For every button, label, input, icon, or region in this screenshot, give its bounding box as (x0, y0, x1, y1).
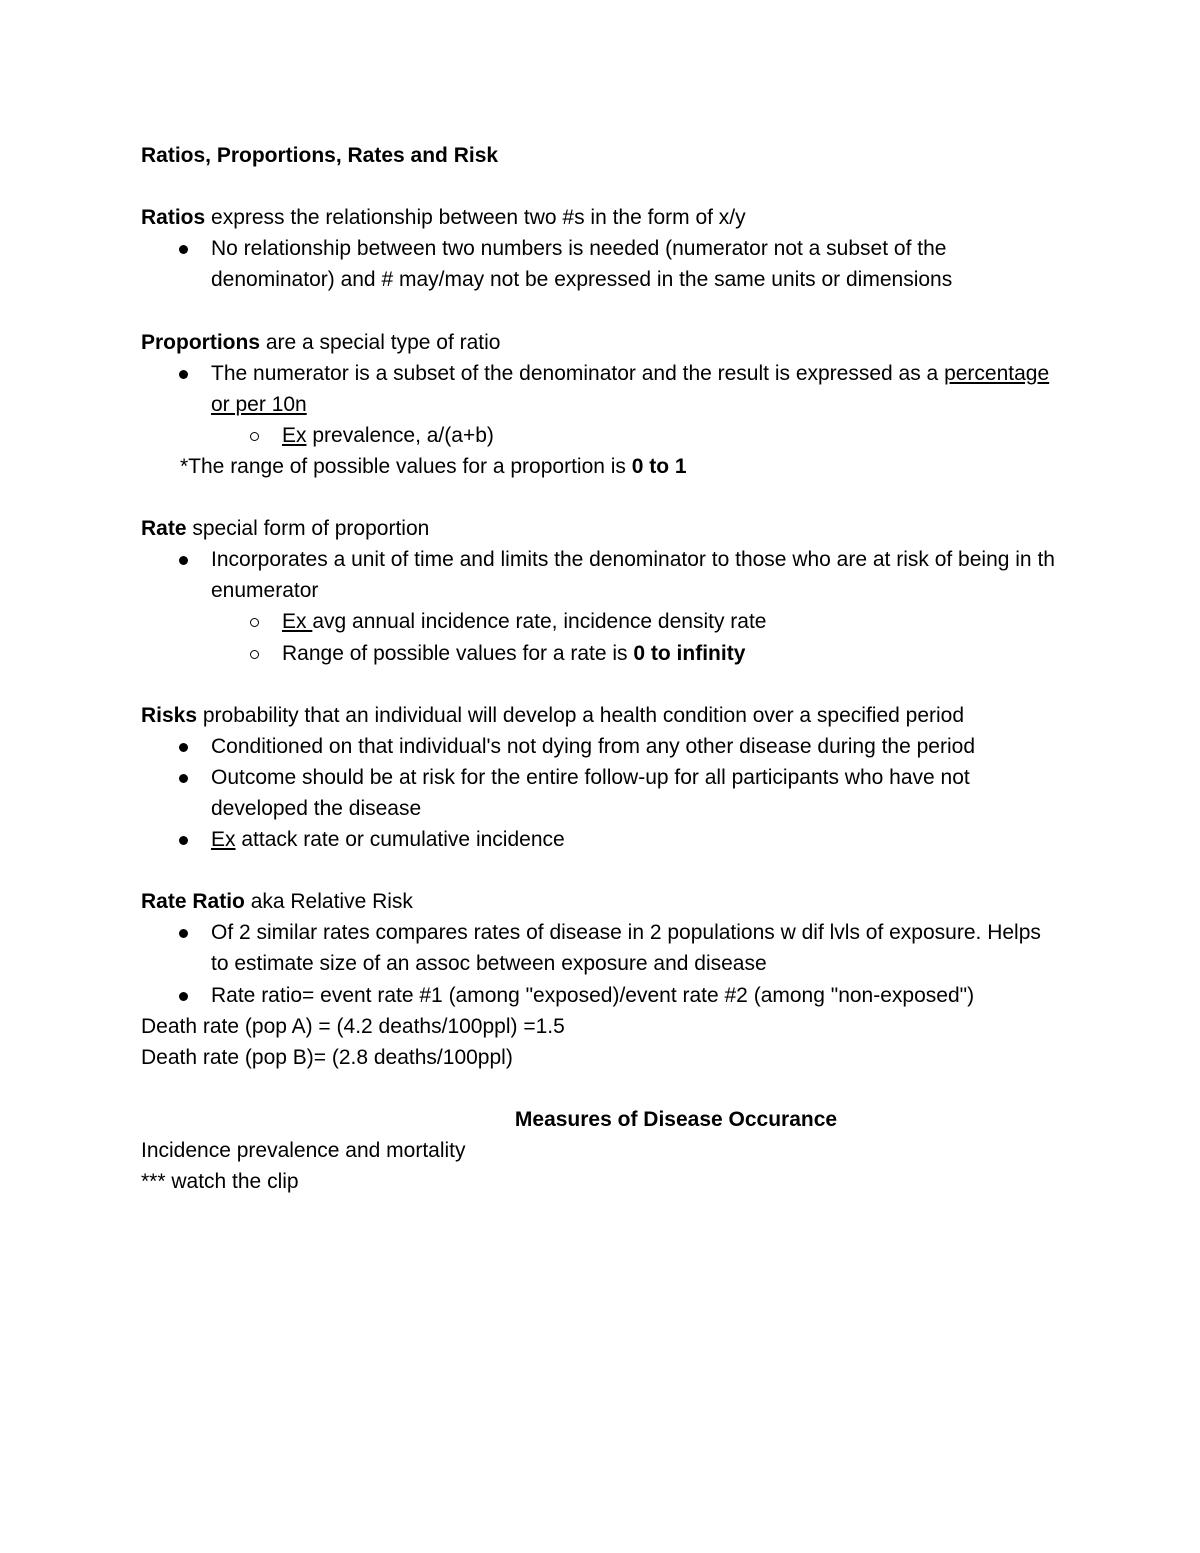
death-rate-pop-a: Death rate (pop A) = (4.2 deaths/100ppl) =1.5 (141, 1014, 565, 1038)
rate-ratio-definition: Rate Ratio aka Relative Risk (141, 890, 413, 914)
sub-list-item: Range of possible values for a rate is 0 to infinity (141, 638, 1061, 669)
sub-list-item: Ex prevalence, a/(a+b) (141, 420, 1061, 451)
proportions-list (141, 358, 1061, 451)
list-item: Conditioned on that individual's not dying from any other disease during the period (141, 731, 1061, 762)
document-body (141, 140, 1061, 1197)
page-title: Ratios, Proportions, Rates and Risk (141, 144, 499, 167)
list-item: Rate ratio= event rate #1 (among "exposed)/event rate #2 (among "non-exposed") (141, 980, 1061, 1011)
list-item: Ex attack rate or cumulative incidence (141, 824, 1061, 855)
section-heading: Measures of Disease Occurance (514, 1107, 838, 1131)
rate-ratio-list (141, 917, 1061, 1010)
risks-list (141, 731, 1061, 855)
measures-note: *** watch the clip (141, 1170, 299, 1194)
rate-ratio-term: Rate Ratio (141, 890, 245, 914)
risks-term: Risks (141, 703, 198, 727)
list-item: Incorporates a unit of time and limits the denominator to those who are at risk of being in th enumerator (141, 544, 1061, 606)
list-item: The numerator is a subset of the denominator and the result is expressed as a percentage or per 10n (141, 358, 1061, 420)
proportions-definition: Proportions are a special type of ratio (141, 330, 501, 354)
ratios-term: Ratios (141, 206, 206, 230)
risks-definition: Risks probability that an individual will develop a health condition over a specified period (141, 703, 965, 727)
rate-definition: Rate special form of proportion (141, 517, 430, 541)
list-item: Outcome should be at risk for the entire follow-up for all participants who have not developed the disease (141, 762, 1061, 824)
rate-term: Rate (141, 517, 187, 541)
proportions-term: Proportions (141, 330, 260, 354)
death-rate-pop-b: Death rate (pop B)= (2.8 deaths/100ppl) (141, 1045, 513, 1069)
sub-list-item: Ex avg annual incidence rate, incidence density rate (141, 606, 1061, 637)
measures-line: Incidence prevalence and mortality (141, 1139, 466, 1162)
proportion-range-note: *The range of possible values for a proportion is 0 to 1 (180, 454, 687, 478)
list-item: Of 2 similar rates compares rates of disease in 2 populations w dif lvls of exposure. Helps to estimate size of an assoc between exposure and disease (141, 917, 1061, 979)
ratios-definition: Ratios express the relationship between two #s in the form of x/y (141, 206, 746, 230)
list-item: No relationship between two numbers is needed (numerator not a subset of the denominator) and # may/may not be expressed in the same units or dimensions (141, 233, 1061, 295)
ratios-list (141, 233, 1061, 295)
rate-list (141, 544, 1061, 668)
